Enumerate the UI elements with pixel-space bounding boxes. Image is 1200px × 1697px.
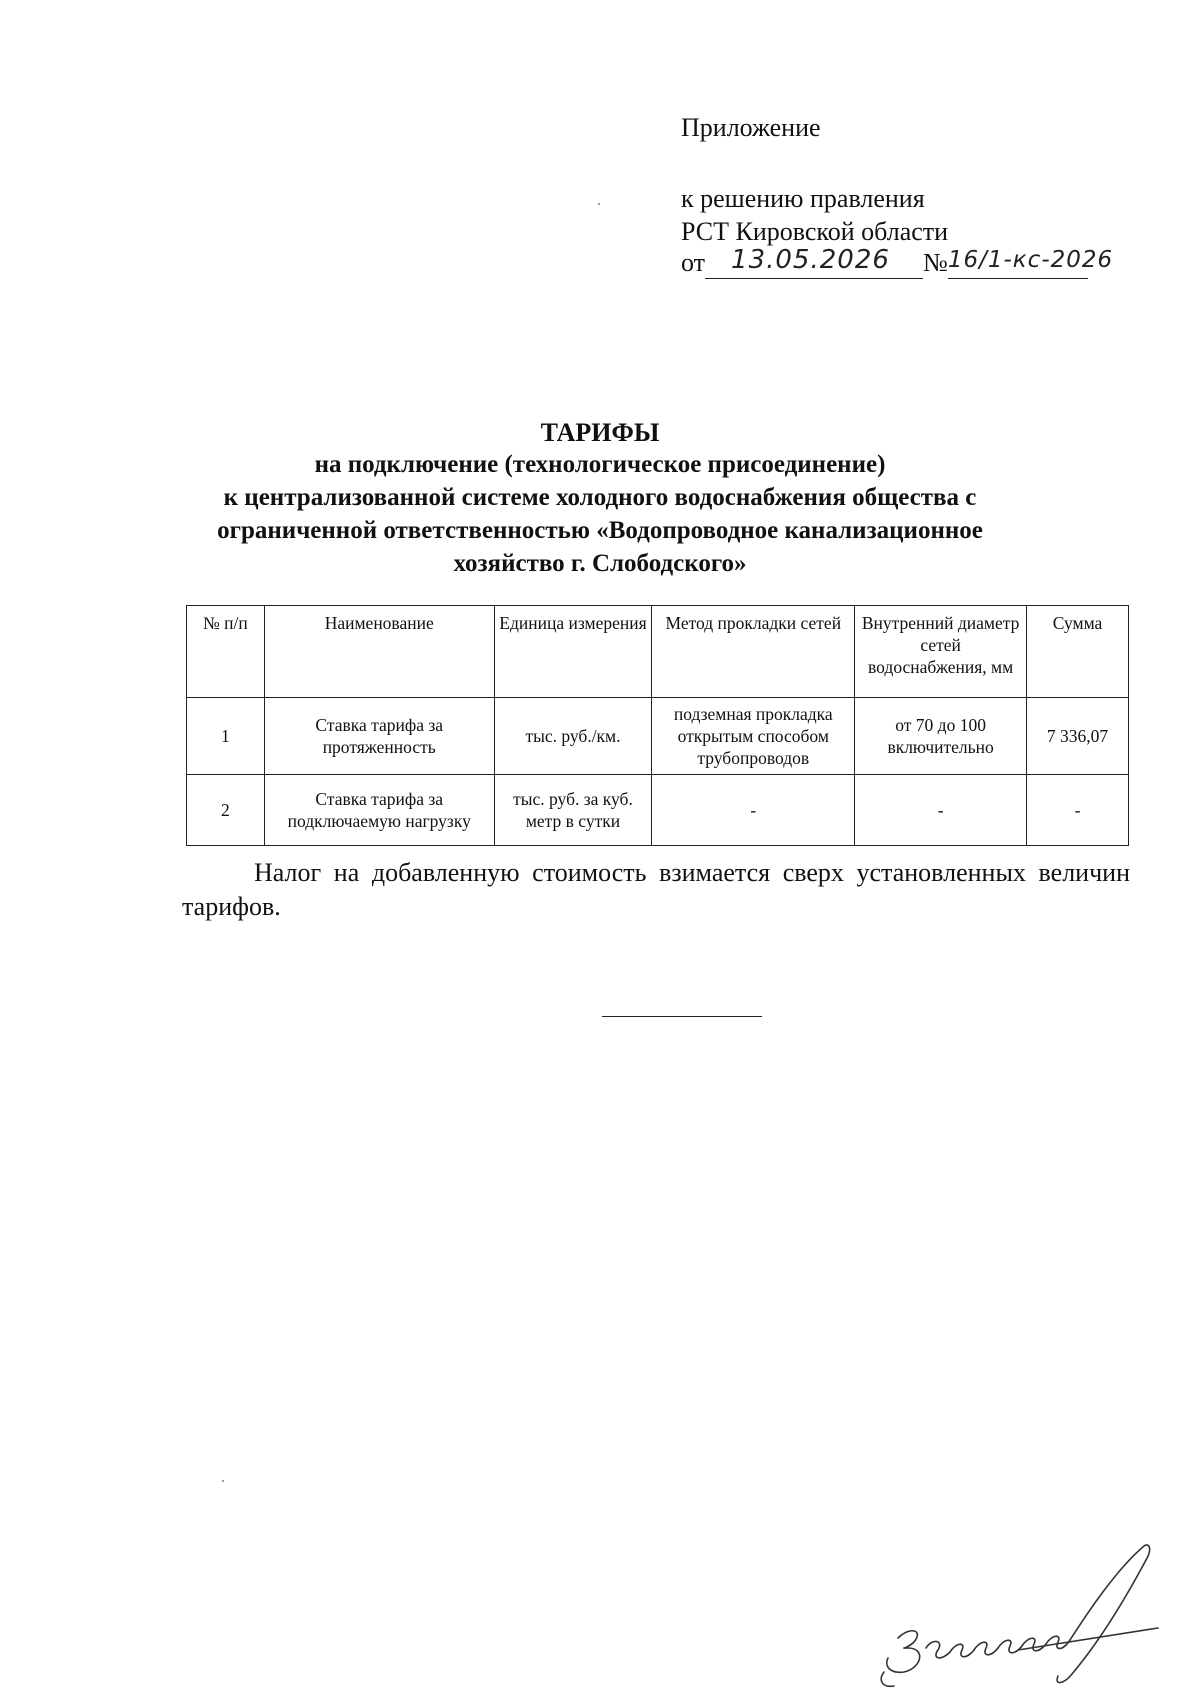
row-1-sum: 7 336,07 xyxy=(1027,698,1129,775)
decision-line-1: к решению правления xyxy=(681,184,925,213)
vat-note: Налог на добавленную стоимость взимается сверх установленных величин тарифов. xyxy=(182,858,1130,921)
tariff-table xyxy=(186,605,1129,846)
row-2-unit: тыс. руб. за куб. метр в сутки xyxy=(494,775,652,846)
table-row xyxy=(187,698,1129,775)
row-2-diameter: - xyxy=(855,775,1027,846)
title-line-1: на подключение (технологическое присоединение) xyxy=(314,451,886,478)
header-cell-name: Наименование xyxy=(264,606,494,698)
row-1-method: подземная прокладка открытым способом трубопроводов xyxy=(652,698,855,775)
row-2-sum: - xyxy=(1027,775,1129,846)
header-cell-sum: Сумма xyxy=(1027,606,1129,698)
row-2-number: 2 xyxy=(187,775,265,846)
title-line-4: хозяйство г. Слободского» xyxy=(453,550,747,577)
header-cell-method: Метод прокладки сетей xyxy=(652,606,855,698)
scan-speck xyxy=(222,1480,224,1482)
end-divider xyxy=(602,1016,762,1017)
decision-number: 16/1-кс-2026 xyxy=(947,247,1114,273)
header-cell-number: № п/п xyxy=(187,606,265,698)
date-prefix: от xyxy=(681,248,706,277)
row-1-diameter: от 70 до 100 включительно xyxy=(855,698,1027,775)
row-1-unit: тыс. руб./км. xyxy=(494,698,652,775)
title-main: ТАРИФЫ xyxy=(540,418,660,447)
decision-line-2: РСТ Кировской области xyxy=(681,217,949,246)
table-row xyxy=(187,775,1129,846)
number-underline xyxy=(947,247,1114,279)
table-header-row xyxy=(187,606,1129,698)
decision-date-line xyxy=(681,245,1114,279)
title-line-3: ограниченной ответственностью «Водопроводное канализационное xyxy=(217,517,983,544)
date-underline xyxy=(705,245,923,279)
row-2-method: - xyxy=(652,775,855,846)
number-prefix: № xyxy=(923,248,948,277)
row-1-number: 1 xyxy=(187,698,265,775)
row-2-name: Ставка тарифа за подключаемую нагрузку xyxy=(264,775,494,846)
header-cell-unit: Единица измерения xyxy=(494,606,652,698)
signature-icon xyxy=(868,1540,1168,1690)
row-1-name: Ставка тарифа за протяженность xyxy=(264,698,494,775)
scan-speck xyxy=(598,203,600,205)
header-cell-diameter: Внутренний диаметр сетей водоснабжения, мм xyxy=(855,606,1027,698)
appendix-label: Приложение xyxy=(681,113,821,142)
decision-date: 13.05.2026 xyxy=(731,245,890,275)
title-line-2: к централизованной системе холодного водоснабжения общества с xyxy=(223,484,977,511)
